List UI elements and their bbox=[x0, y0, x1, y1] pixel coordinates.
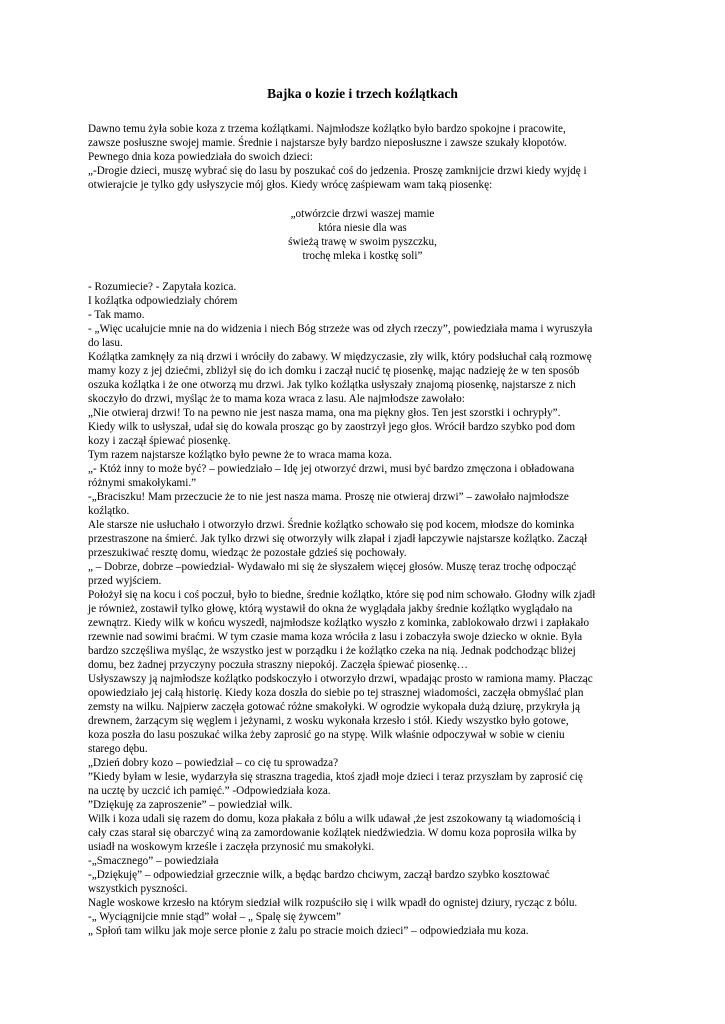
text-line: starego dębu. bbox=[88, 743, 148, 755]
text-line: Ale starsze nie usłuchało i otworzyło drzwi. Średnie koźlątko schowało się pod kocem, młodsze do kominka bbox=[88, 519, 575, 531]
text-line: - Rozumiecie? - Zapytała kozica. bbox=[88, 281, 237, 293]
text-line: „ – Dobrze, dobrze –powiedział- Wydawało mi się że słyszałem więcej głosów. Muszę teraz trochę odpocząć bbox=[88, 561, 577, 573]
text-line: „ Spłoń tam wilku jak moje serce płonie z żalu po stracie moich dzieci” – odpowiedziała mu koza. bbox=[88, 925, 529, 937]
text-line: przeszukiwać resztę domu, wiedząc że pozostałe gdzieś się pochowały. bbox=[88, 547, 407, 559]
text-line: zemsty na wilku. Najpierw zaczęła gotować różne smakołyki. W ogrodzie wykopała dużą dziurę, przykryła ją bbox=[88, 701, 580, 713]
text-line: Wilk i koza udali się razem do domu, koza płakała z bólu a wilk udawał ,że jest zszokowany tą wiadomością i bbox=[88, 813, 581, 825]
text-line: przed wyjściem. bbox=[88, 575, 162, 587]
text-line: zawsze posłuszne swojej mamie. Średnie i najstarsze były bardzo nieposłuszne i zawsze szukały kłopotów. bbox=[88, 137, 567, 149]
text-line: Tym razem najstarsze koźlątko było pewne że to wraca mama koza. bbox=[88, 449, 392, 461]
text-line: trochę mleka i kostkę soli” bbox=[302, 250, 423, 262]
text-line: -„Braciszku! Mam przeczucie że to nie jest nasza mama. Proszę nie otwieraj drzwi” – zawołało najmłodsze bbox=[88, 491, 569, 503]
text-line: Pewnego dnia koza powiedziała do swoich dzieci: bbox=[88, 151, 313, 163]
text-line: „-Drogie dzieci, muszę wybrać się do lasu by poszukać coś do jedzenia. Proszę zamknijcie drzwi kiedy wyjdę i bbox=[88, 165, 587, 177]
intro-paragraph bbox=[88, 122, 636, 192]
text-line: rzewnie nad sowimi braćmi. W tym czasie mama koza wróciła z lasu i zobaczyła swoje dziecko w oknie. Była bbox=[88, 631, 583, 643]
text-line: na ucztę by uczcić ich pamięć.” -Odpowiedziała koza. bbox=[88, 785, 331, 797]
text-line: świeżą trawę w swoim pyszczku, bbox=[288, 236, 437, 248]
text-line: oszuka koźlątka i że one otworzą mu drzwi. Jak tylko koźlątka usłyszały znajomą piosenkę, najstarsze z nich bbox=[88, 379, 576, 391]
text-line: I koźlątka odpowiedziały chórem bbox=[88, 295, 238, 307]
text-line: kozy i zaczął śpiewać piosenkę. bbox=[88, 435, 231, 447]
song-verse bbox=[0, 207, 725, 263]
text-line: otwierajcie je tylko gdy usłyszycie mój głos. Kiedy wrócę zaśpiewam wam taką piosenkę: bbox=[88, 179, 493, 191]
text-line: koza poszła do lasu poszukać wilka żeby zaprosić go na stypę. Wilk właśnie odpoczywał w sobie w cieniu bbox=[88, 729, 565, 741]
text-line: „otwórzcie drzwi waszej mamie bbox=[290, 208, 435, 220]
text-line: która niesie dla was bbox=[318, 222, 407, 234]
text-line: -„Dziękuję” – odpowiedział grzecznie wilk, a będąc bardzo chciwym, zaczął bardzo szybko kosztować bbox=[88, 869, 550, 881]
text-line: różnymi smakołykami.” bbox=[88, 477, 197, 489]
text-line: mamy kozy z jej dziećmi, zbliżył się do ich domku i zaczął nucić tę piosenkę, mając nadzieję że w ten sposób bbox=[88, 365, 580, 377]
text-line: Usłyszawszy ją najmłodsze koźlątko podskoczyło i otworzyło drzwi, wpadając prosto w ramiona mamy. Płacząc bbox=[88, 673, 593, 685]
text-line: domu, bez żadnej przyczyny poczuła straszny niepokój. Zaczęła śpiewać piosenkę… bbox=[88, 659, 468, 671]
text-line: Dawno temu żyła sobie koza z trzema koźlątkami. Najmłodsze koźlątko było bardzo spokojne i pracowite, bbox=[88, 123, 566, 135]
text-line: Koźlątka zamknęły za nią drzwi i wróciły do zabawy. W międzyczasie, zły wilk, który podsłuchał całą rozmowę bbox=[88, 351, 592, 363]
text-line: - „Więc ucałujcie mnie na do widzenia i niech Bóg strzeże was od złych rzeczy”, powiedziała mama i wyruszyła bbox=[88, 323, 593, 335]
text-line: - Tak mamo. bbox=[88, 309, 145, 321]
text-line: „- Któż inny to może być? – powiedziało – Idę jej otworzyć drzwi, musi być bardzo zmęczona i obładowana bbox=[88, 463, 575, 475]
text-line: je również, zostawił tylko głowę, którą wystawił do okna że wyglądała jakby średnie koźlątko wyglądało na bbox=[88, 603, 573, 615]
text-line: -„ Wyciągnijcie mnie stąd” wołał – „ Spalę się żywcem” bbox=[88, 911, 341, 923]
document-title: Bajka o kozie i trzech koźlątkach bbox=[267, 86, 458, 101]
text-line: „Nie otwieraj drzwi! To na pewno nie jest nasza mama, ona ma piękny głos. Ten jest szorstki i ochrypły”. bbox=[88, 407, 561, 419]
text-line: zewnątrz. Kiedy wilk w końcu wyszedł, najmłodsze koźlątko wyszło z kominka, zablokowało drzwi i zapłakało bbox=[88, 617, 590, 629]
text-line: -„Smacznego” – powiedziała bbox=[88, 855, 219, 867]
text-line: opowiedziało jej całą historię. Kiedy koza doszła do siebie po tej strasznej wiadomości, zaczęła obmyślać plan bbox=[88, 687, 584, 699]
story-body bbox=[88, 280, 636, 938]
text-line: cały czas starał się obarczyć winą za zamordowanie koźlątek niedźwiedzia. W domu koza poprosiła wilka by bbox=[88, 827, 577, 839]
text-line: koźlątko. bbox=[88, 505, 130, 517]
text-line: drewnem, żarzącym się węglem i jeżynami, z wosku wykonała krzesło i stół. Kiedy wszystko było gotowe, bbox=[88, 715, 569, 727]
text-line: Kiedy wilk to usłyszał, udał się do kowala prosząc go by zaostrzył jego głos. Wrócił bardzo szybko pod dom bbox=[88, 421, 576, 433]
text-line: skoczyło do drzwi, myśląc że to mama koza wraca z lasu. Ale najmłodsze zawołało: bbox=[88, 393, 465, 405]
text-line: przestraszone na śmierć. Jak tylko drzwi się otworzyły wilk złapał i zjadł łapczywie najstarsze koźlątko. Zaczął bbox=[88, 533, 588, 545]
text-line: do lasu. bbox=[88, 337, 123, 349]
text-line: Nagle woskowe krzesło na którym siedział wilk rozpuściło się i wilk wpadł do ognistej dziury, rycząc z bólu. bbox=[88, 897, 578, 909]
text-line: Położył się na kocu i coś poczuł, było to biedne, średnie koźlątko, które się pod nim schowało. Głodny wilk zjadł bbox=[88, 589, 596, 601]
text-line: usiadł na woskowym krześle i zaczęła przynosić mu smakołyki. bbox=[88, 841, 375, 853]
text-line: ”Kiedy byłam w lesie, wydarzyła się straszna tragedia, ktoś zjadł moje dzieci i teraz przyszłam by zaprosić cię bbox=[88, 771, 583, 783]
text-line: „Dzień dobry kozo – powiedział – co cię tu sprowadza? bbox=[88, 757, 339, 769]
text-line: bardzo szczęśliwa myśląc, że wszystko jest w porządku i że koźlątko czeka na nią. Jednak podchodząc bliżej bbox=[88, 645, 576, 657]
text-line: wszystkich pyszności. bbox=[88, 883, 188, 895]
text-line: ”Dziękuję za zaproszenie” – powiedział wilk. bbox=[88, 799, 293, 811]
